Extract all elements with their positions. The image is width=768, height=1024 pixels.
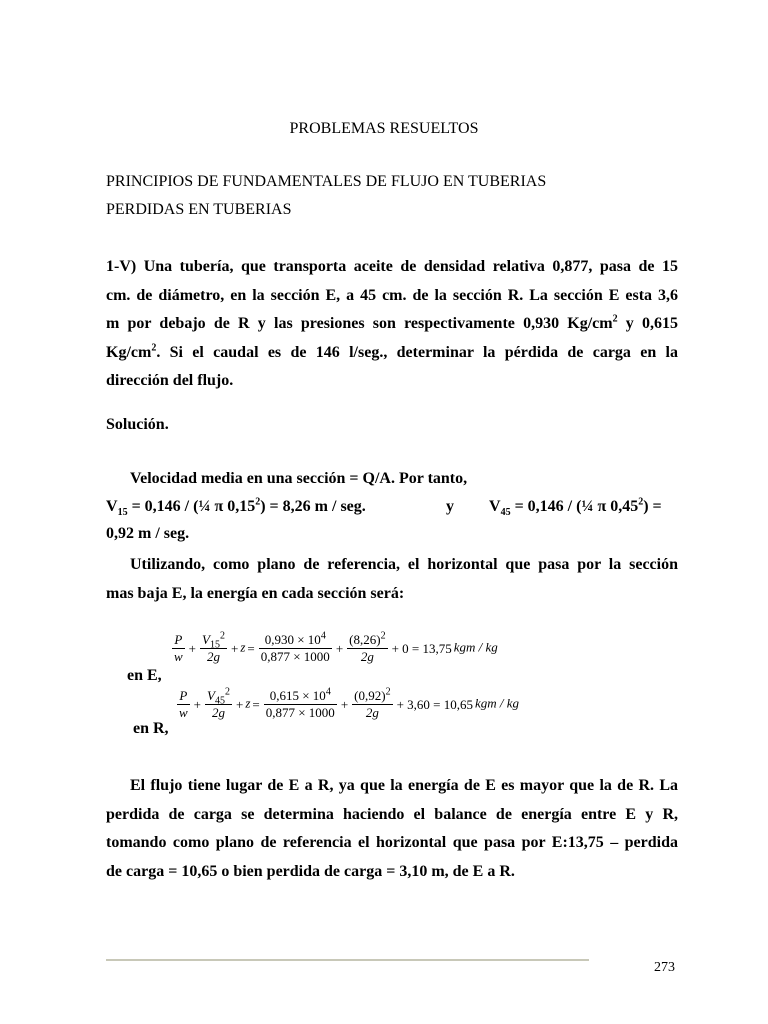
solution-label: Solución. xyxy=(106,416,169,433)
velocity-y: y xyxy=(446,498,454,515)
problem-line: dirección del flujo. xyxy=(106,372,234,389)
conclusion-line: tomando como plano de referencia el horizontal que pasa por E:13,75 – perdida xyxy=(106,834,678,851)
velocity-v15: $V_{15} = 0,146$ / (¼ π $0,15^2) = 8,26$ m / seg. xyxy=(106,496,366,519)
formula-r-label: en R, xyxy=(133,720,169,737)
footer-divider xyxy=(106,959,589,961)
conclusion-line: perdida de carga se determina haciendo el balance de energía entre E y R, xyxy=(106,805,678,823)
formula-energy-r: $\frac{P}{w}$ + $\frac{V_{45}^2}{2g}$ + z = $\frac{0,615 \times 10^4}{0,877 \times 1000}$ + $\frac{(0,92)^2}{2g}$ + 3,60 = 10,65 kgm / kg xyxy=(179,686,520,720)
problem-statement xyxy=(106,253,678,396)
velocity-v45: $V_{45} = 0,146$ / (¼ π $0,45^2$) = xyxy=(489,496,662,519)
formula-e-label: en E, xyxy=(127,667,162,684)
problem-line: m por debajo de R y las presiones son respectivamente 0,930 $Kg/cm^2$ y 0,615 xyxy=(106,313,679,332)
problem-line: 1-V) Una tubería, que transporta aceite de densidad relativa 0,877, pasa de 15 xyxy=(106,258,678,275)
conclusion-paragraph xyxy=(106,772,678,886)
page-title: PROBLEMAS RESUELTOS xyxy=(289,120,479,137)
formula-energy-e: $\frac{P}{w}$ + $\frac{V_{15}^2}{2g}$ + z = $\frac{0,930 \times 10^4}{0,877 \times 1000}$ + $\frac{(8,26)^2}{2g}$ + 0 = 13,75 kgm / kg xyxy=(174,630,498,664)
reference-line: Utilizando, como plano de referencia, el horizontal que pasa por la sección xyxy=(130,556,678,573)
velocity-intro: Velocidad media en una sección = Q/A. Por tanto, xyxy=(130,470,468,487)
conclusion-line: de carga = 10,65 o bien perdida de carga = 3,10 m, de E a R. xyxy=(106,862,515,880)
conclusion-line: El flujo tiene lugar de E a R, ya que la energía de E es mayor que la de R. La xyxy=(130,777,678,794)
problem-line: $Kg/cm^2$. Si el caudal es de 146 l/seg., determinar la pérdida de carga en la xyxy=(106,342,678,361)
section-heading-perdidas: PERDIDAS EN TUBERIAS xyxy=(106,201,292,218)
page-number: 273 xyxy=(654,960,675,975)
section-heading-principios: PRINCIPIOS DE FUNDAMENTALES DE FLUJO EN TUBERIAS xyxy=(106,173,547,190)
reference-line: mas baja E, la energía en cada sección será: xyxy=(106,584,405,602)
reference-paragraph xyxy=(106,551,678,608)
velocity-continuation: 0,92 m / seg. xyxy=(106,525,190,542)
problem-line: cm. de diámetro, en la sección E, a 45 cm. de la sección R. La sección E esta 3,6 xyxy=(106,286,678,304)
